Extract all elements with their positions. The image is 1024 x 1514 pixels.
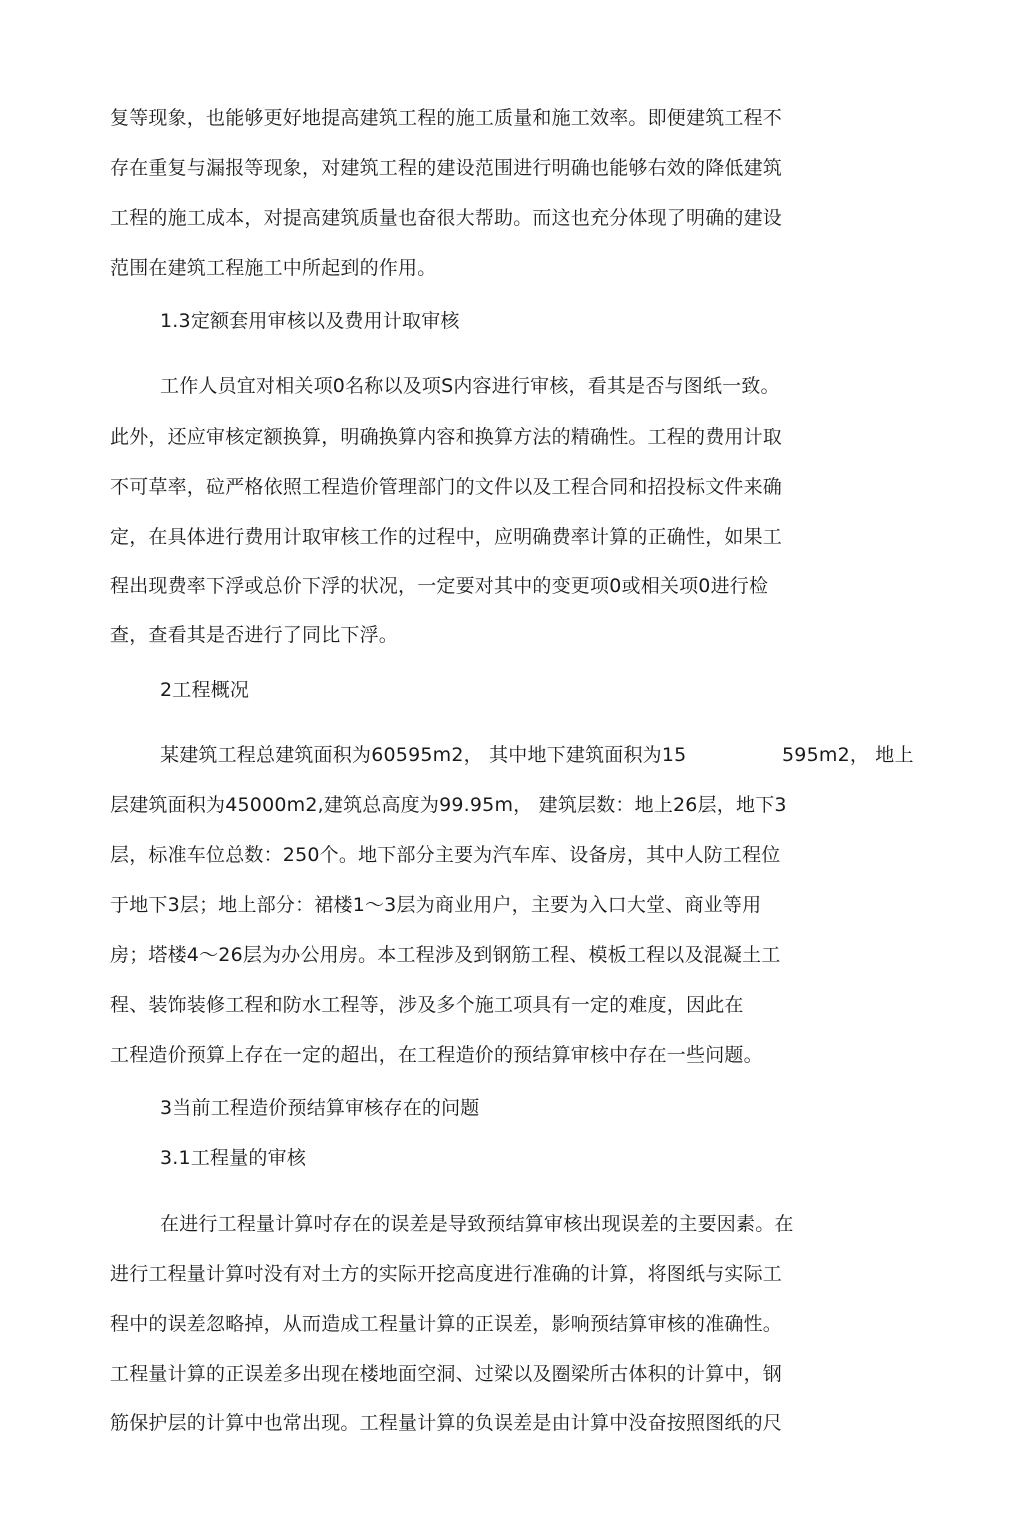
paragraph-line: 层建筑面积为45000m2,建筑总高度为99.95m， 建筑层数：地上26层，地下3 <box>110 794 787 816</box>
paragraph-line: 复等现象，也能够更好地提高建筑工程的施工质量和施工效率。即便建筑工程不 <box>110 107 783 129</box>
paragraph-line: 范围在建筑工程施工中所起到的作用。 <box>110 257 437 279</box>
section-heading-3: 3当前工程造价预结算审核存在的问题 <box>160 1097 480 1119</box>
paragraph-line: 存在重复与漏报等现象，对建筑工程的建设范围进行明确也能够右效的降低建筑 <box>110 157 783 179</box>
paragraph-line: 于地下3层；地上部分：裙楼1～3层为商业用户，主要为入口大堂、商业等用 <box>110 894 762 916</box>
paragraph-line: 工程量计算的正误差多出现在楼地面空洞、过梁以及圈梁所古体积的计算中，钢 <box>110 1363 783 1385</box>
paragraph-line: 在进行工程量计算吋存在的误差是导致预结算审核出现误差的主要因素。在 <box>160 1213 794 1235</box>
paragraph-line: 程、装饰装修工程和防水工程等，涉及多个施工项具有一定的难度，因此在 <box>110 994 744 1016</box>
paragraph-line: 此外，还应审核定额换算，明确换算内容和换算方法的精确性。工程的费用计取 <box>110 426 783 448</box>
paragraph-line: 房；塔楼4～26层为办公用房。本工程涉及到钢筋工程、模板工程以及混凝土工 <box>110 944 781 966</box>
paragraph-line: 不可草率，砬严格依照工程造价管理部门的文件以及工程合同和招投标文件来确 <box>110 476 783 498</box>
paragraph-line: 程出现费率下浮或总价下浮的状况，一定要对其中的变更项0或相关项0进行检 <box>110 575 769 597</box>
paragraph-line: 进行工程量计算吋没有对土方的实际开挖高度进行准确的计算，将图纸与实际工 <box>110 1263 783 1285</box>
paragraph-line: 某建筑工程总建筑面积为60595m2， 其中地下建筑面积为15 <box>160 744 687 766</box>
paragraph-line: 程中的误差忽略掉，从而造成工程量计算的正误差，影响预结算审核的准确性。 <box>110 1313 783 1335</box>
paragraph-line-continuation: 595m2， 地上 <box>782 744 914 766</box>
section-heading-2: 2工程概况 <box>160 679 250 701</box>
paragraph-line: 层，标准车位总数：250个。地下部分主要为汽车库、设备房，其中人防工程位 <box>110 844 781 866</box>
paragraph-line: 工作人员宜对相关项0名称以及项S内容进行审核，看其是否与图纸一致。 <box>160 375 780 397</box>
paragraph-line: 查，查看其是否进行了同比下浮。 <box>110 624 399 646</box>
section-heading-3-1: 3.1工程量的审核 <box>160 1147 307 1169</box>
paragraph-line: 工程的施工成本，对提高建筑质量也奋很大帮助。而这也充分体现了明确的建设 <box>110 207 783 229</box>
section-heading-1-3: 1.3定额套用审核以及费用计取审核 <box>160 310 460 332</box>
paragraph-line: 定，在具体进行费用计取审核工作的过程中，应明确费率计算的正确性，如果工 <box>110 526 783 548</box>
paragraph-line: 工程造价预算上存在一定的超出，在工程造价的预结算审核中存在一些问题。 <box>110 1044 763 1066</box>
paragraph-line: 筋保护层的计算中也常出现。工程量计算的负误差是由计算中没奋按照图纸的尺 <box>110 1412 783 1434</box>
